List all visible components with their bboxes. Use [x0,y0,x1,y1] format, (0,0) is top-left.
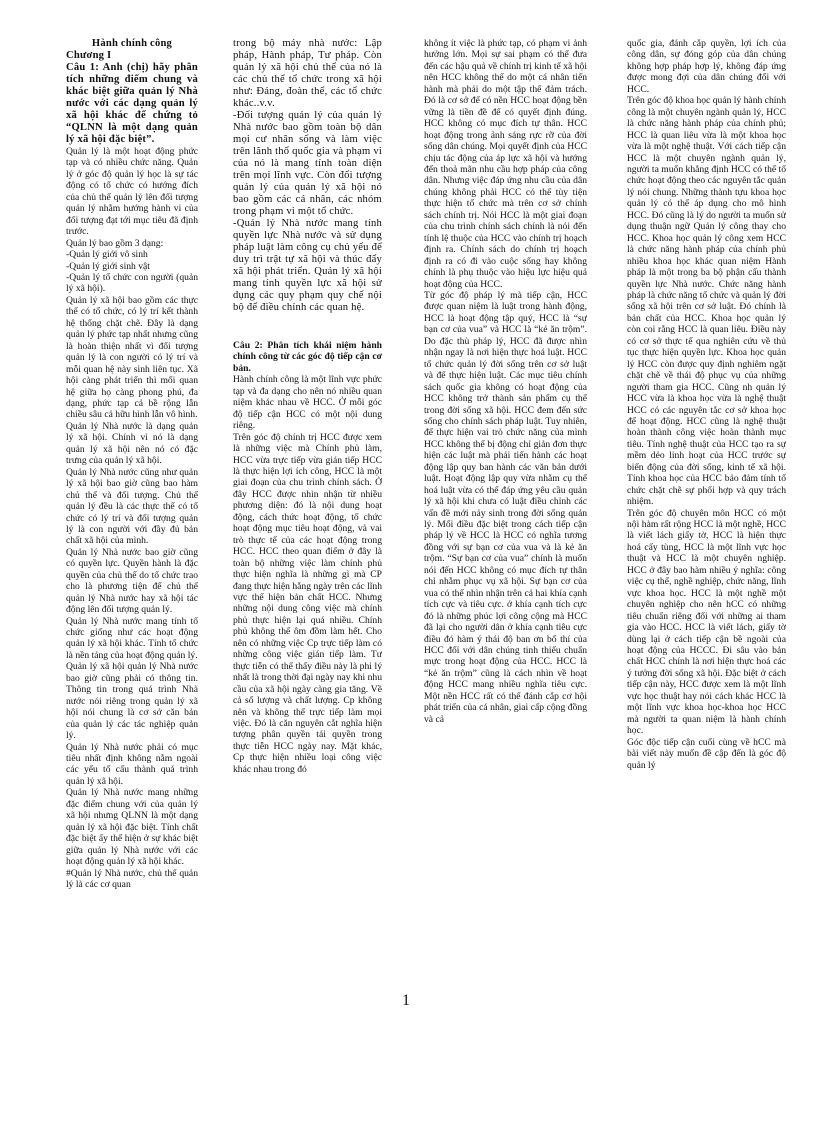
question-1-heading: Câu 1: Anh (chị) hãy phân tích những điểm chung và khác biệt giữa quản lý Nhà nước với các dạng quản lý xã hội khác để chứng tỏ “QLNN là một dạng quản lý xã hội đặc biệt”. [66,62,198,145]
paragraph: Quản lý Nhà nước phải có mục tiêu nhất định không nằm ngoài các yếu tố cấu thành quá trình quản lý xã hội. [66,741,198,787]
chapter-heading: Chương I [66,50,112,61]
paragraph: Trên góc độ khoa học quản lý hành chính công là một chuyên ngành quản lý, HCC là chức năng hành pháp của chính phủ; HCC là quan liêu vừa là một khoa học vừa là một nghệ thuật. Với cách tiếp cận HCC là một chuyên ngành quản lý, người ta muốn khẳng định HCC có thể tổ chức hoạt động theo các nguyên tắc quản lý nói chung. Những thành tựu khoa học quản lý có thể áp dụng cho mô hình HCC. Đó cũng là lý do người ta muốn sử dụng thuận ngữ Quản lý công thay cho HCC. Khoa học quản lý công xem HCC là chức năng hành pháp của chính phủ nhiều khoa học khác quan niệm Hành pháp là một trong ba bộ phận cấu thành quyền lực Nhà nước. Chức năng hành pháp là chức năng tổ chức và quản lý đời sống xã hội trên cơ sở luật. Đó chính là bản chất của HCC. Khoa học quản lý còn coi rằng HCC là quan liêu. Điều này có cơ sở thực tế qua nghiên cứu về thủ tục thực hiện quyền lực. Khoa học quản lý HCC còn được quy định nghiêm ngặt chặt chẽ về thái độ phục vụ của những người tham gia HCC. Cũng nh quản lý HCC vừa là khoa học vừa là nghệ thuật HCC có các nguyên tắc cơ sở khoa học để hoạt động. HCC cũng là nghệ thuật hoàn thành công việc hoàn thành mục tiêu. Tính nghệ thuật của HCC tạo ra sự mềm dẻo linh hoạt của HCC trước sự biến động của đời sống, kinh tế xã hội. Tính khoa học của HCC bảo đảm tính tổ chức chặt chẽ sự phối hợp và quy trách nhiệm. [627,95,786,508]
paragraph: #Quản lý Nhà nước, chủ thể quản lý là các cơ quan [66,867,198,890]
text-column-2 [233,38,382,958]
paragraph: Quản lý Nhà nước bao giờ cũng có quyền lực. Quyền hành là đặc quyền của chủ thể do tổ chức trao cho là phương tiện để chủ thể quản lý Nhà nước hay xã hội tác động lên đối tượng quản lý. [66,546,198,616]
paragraph: Quản lý bao gồm 3 dạng: [66,237,164,249]
paragraph: Quản lý Nhà nước là dạng quản lý xã hội. Chính vì nó là dạng quản lý xã hội nên nó có đặc trưng của quản lý xã hội. [66,420,198,467]
text-column-3 [424,38,587,958]
document-title: Hành chính công [91,38,173,49]
paragraph: Quản lý xã hội quản lý Nhà nước bao giờ cũng phải có thông tin. Thông tin trong quá trình Nhà nước nói riêng trong quản lý xã hội nói chung là cơ sở căn bản của quản lý các tác nghiệp quản lý. [66,661,198,742]
question-2-heading: Câu 2: Phân tích khái niệm hành chính công từ các góc độ tiếp cận cơ bản. [233,340,382,374]
paragraph: Hành chính công là một lĩnh vực phức tạp và đa dạng cho nên nó nhiều quan niệm khác nhau về HCC. Ở mỗi góc độ tiếp cận HCC có một nội dung riêng. [233,374,382,432]
paragraph: trong bộ máy nhà nước: Lập pháp, Hành pháp, Tư pháp. Còn quản lý xã hội chủ thể của nó là các chủ thể tổ chức trong xã hội như: Đảng, đoàn thể, các tổ chức khác..v.v. [233,38,382,109]
paragraph: Quản lý là một hoạt động phức tạp và có nhiều chức năng. Quản lý ở góc độ quản lý học là sự tác động có tổ chức có hướng đích của chủ thể quản lý lên đối tượng quản lý nhằm hướng hành vi của đối tượng đạt tới mục tiêu đã định trước. [66,146,198,238]
paragraph: Góc độc tiếp cận cuối cùng về hCC mà bài viết này muốn đề cập đến là góc độ quản lý [627,736,786,771]
paragraph: Trên góc độ chuyên môn HCC có một nội hàm rất rộng HCC là một nghề, HCC là viết lách giấy tờ, HCC là hiện thực hoá cấy tùng, HCC là một lĩnh vực học thuật và HCC là một chuyên nghiệp. HCC ở đây bao hàm nhiều ý nghĩa: công việc cụ thể, nghề nghiệp, chức năng, lĩnh vực khoa học. HCC là một nghề một chuyên nghiệp cho nên hCC có những tiêu chuẩn riêng đối với những ai tham gia vào HCC. HCC là viết lách, giấy tờ dùng lại ở cách tiếp cận bề ngoài của hoạt động của HCCC. Đi sâu vào bản chất HCC chính là nơi hiện thực hoá các ý tưởng đời sống xã hội. Đặc biệt ở cách tiếp cận này, HCC được xem là một lĩnh vực học thuật hay nói cách khác HCC là một lĩnh vực khoa học-khoa học HCC mà người ta quan niệm là hành chính học. [627,507,786,737]
list-item: -Quản lý giới sinh vật [66,260,150,272]
paragraph: Quản lý xã hội bao gồm các thực thể có tổ chức, có lý trí kết thành hệ thống chặt chẽ. Đây là dạng quản lý phức tạp nhất nhưng cũng là hoàn thiện nhất vì đối tượng quản lý là con người có lý trí và mỗi quan hệ này sinh liên tục. Xã hội càng phát triển thì mối quan hệ giữa họ càng phong phú, đa dạng, phức tạp cả bề rộng lẫn chiều sâu cả hữu hình lẫn vô hình. [66,294,198,421]
paragraph: quốc gia, đánh cắp quyền, lợi ích của công dân, sự đóng góp của dân chúng không hợp pháp hợp lý, không đáp ứng được mong đợi của dân chúng đối với HCC. [627,38,786,95]
paragraph: -Quản lý Nhà nước mang tính quyền lực Nhà nước và sử dụng pháp luật làm công cụ chủ yếu để duy trì trật tự xã hội và thúc đẩy xã hội phát triển. Quản lý xã hội mang tính quyền lực xã hội sử dụng các quy phạm quy chế nội bộ để điều chỉnh các quan hệ. [233,218,382,313]
section-spacer [233,314,382,340]
list-item: -Quản lý giới vô sinh [66,249,148,261]
list-item: -Quản lý tổ chức con người (quản lý xã hội). [66,271,198,295]
text-column-4 [627,38,786,958]
paragraph: Quản lý Nhà nước mang những đặc điểm chung với của quản lý xã hội nhưng QLNN là một dạng quản lý xã hội đặc biệt. Tính chất đặc biệt ấy thể hiện ở sự khác biệt giữa quản lý Nhà nước với các hoạt động quản lý xã hội khác. [66,787,198,868]
page-number: 1 [402,992,410,1009]
paragraph: -Đối tượng quản lý của quản lý Nhà nước bao gồm toàn bộ dân mọi cư nhân sống và làm việc trên lãnh thổ quốc gia và phạm vi của nó là mang tính toàn diện trên mọi lĩnh vực. Còn đối tượng quản lý của quản lý xã hội nó bao gồm các cá nhân, các nhóm trong phạm vi một tổ chức. [233,110,382,217]
paragraph: Trên góc độ chính trị HCC được xem là những việc mà Chính phủ làm, HCC vừa trực tiếp vừa gián tiếp HCC là thực hiện lợi ích công, HCC là một giai đoạn của chu trình chính sách. Ở đây HCC được nhìn nhận từ nhiều phương diện: đó là nội dung hoạt động, cách thức hoạt động, tổ chức hoạt động mục tiêu hoạt động, và vai trò thực tế của các hoạt động trong HCC. HCC theo quan điểm ở đây là toàn bộ những việc làm chính phủ thực hiện nghĩa là những gì mà CP đang thực hiện hằng ngày trên các lĩnh vực thể hiện bản chất HCC. Nhưng những nội dung công việc mà chính phủ thực hiện lại quá nhiều. Chính phủ không thể ôm đồm làm hết. Cho nên có những việc Cp trực tiếp làm có những công việc gián tiếp làm. Tư thực tiễn có thể thấy điều này là phi lý nhất là trong thời đại ngày nay khi nhu cầu của xã hội ngày càng gia tăng. Về cả số lượng và chất lượng. Cp không nên và không thể trực tiếp làm mọi việc. Đó là căn nguyên cắt nghĩa hiện tượng phân quyền tái quyền trong thực tiễn HCC ngày nay. Mặt khác, Cp thực hiện nhiều loại công việc khác nhau trong đó [233,431,382,775]
paragraph: không ít việc là phức tạp, có phạm vi ảnh hưởng lớn. Mọi sự sai phạm có thể đưa đến các hậu quả về chính trị kinh tế xã hội nên HCC không thể do một cá nhân tiến hành mà phải do một tập thể đảm trách. Đó là cơ sở để có nền HCC hoạt động bền vững là tiền đề để có quyết định đúng. HCC không có mục đích tự thân. HCC hoạt động trong ảnh sáng rực rỡ của đời sống dân chúng. Mọi quyết định của HCC chịu tác động của áp lực xã hội và hướng đến thoả mãn nhu cầu hợp pháp của công dân. Nhưng việc đáp ứng nhu cầu của dân chúng không phải HCC có thể tùy tiện thực hiện tổ chức mà trên cơ sở chính sách chính trị. Nói HCC là một giai đoạn của chu trình chính sách chính là nói đến tính lệ thuộc của HCC vào chính trị hoạch định ra. Chính sách do chính trị hoạch định ra có đi vào cuộc sống hay không chính là phụ thuộc vào hiệu lực hiệu quả hoạt động của HCC. [424,38,587,290]
paragraph: Quản lý Nhà nước mang tính tổ chức giống như các hoạt động quản lý xã hội khác. Tính tổ chức là nền tảng của hoạt động quản lý. [66,615,198,661]
paragraph: Từ góc độ pháp lý mà tiếp cận, HCC được quan niệm là luật trong hành động, HCC là hoạt động tập quý, HCC là “sự bạn cơ của vua” và HCC là “kẻ ăn trộm”. Do đặc thù pháp lý, HCC đã được nhìn nhận ngay là nơi hiện thực hoá luật. HCC tổ chức quản lý đời sống trên cơ sở luật và để thực hiện luật. Các mục tiêu chính sách quốc gia không có hoạt động của HCC không trở thành sản phẩm cụ thể trong đời sống xã hội. HCC đem đến sức sống cho chính sách pháp luật. Tuy nhiên, để thực hiện vai trò chức năng của mình HCC không thể bị động chỉ giản đơn thực hiện các luật mà phải tiến hành các hoạt động lập quy ban hành các văn bản dưới luật. Hoạt động lập quy vừa nhằm cụ thể hoá luật vừa có thể đáp ứng yêu cầu quản lý xã hội khi chưa có luật điều chỉnh các vấn đề mới nảy sinh trong đời sống quản lý. Mối điều đặc biệt trong cách tiếp cận pháp lý về HCC là HCC có nghĩa tương đồng với sự bạn cơ của vua và là kẻ ăn trộm. “Sự bạn cơ của vua” chính là muốn nói đến HCC không có mục đích tự thân chỉ nhằm phục vụ xã hội. Sự bạn cơ của vua có thể nhìn nhận trên cả hai khía cạnh tích cực và tiêu cực. ở khía cạnh tích cực đó là những phúc lợi công cộng mà HCC đã lại cho người dân ở khía cạnh tiêu cực điều đó hàm ý thái độ ban ơn bố thí của HCC đối với dân chúng tinh thiếu chuẩn mực trong hoạt động của HCC. HCC là “kẻ ăn trộm” cũng là cách nhìn về hoạt động HCC mang nhiều nghĩa tiêu cực. Một nền HCC rất có thể đánh cắp cơ hội phát triển của cá nhân, giai cấp cộng đồng và cả [424,289,587,725]
text-column-1 [66,38,198,958]
paragraph: Quản lý Nhà nước cũng như quản lý xã hội bao giờ cũng bao hàm chủ thể và đối tượng. Chủ thể quản lý đều là các thực thể có tổ chức có lý trí và đối tượng quản lý là con người với đầy đủ bản chất xã hội của mình. [66,466,198,547]
